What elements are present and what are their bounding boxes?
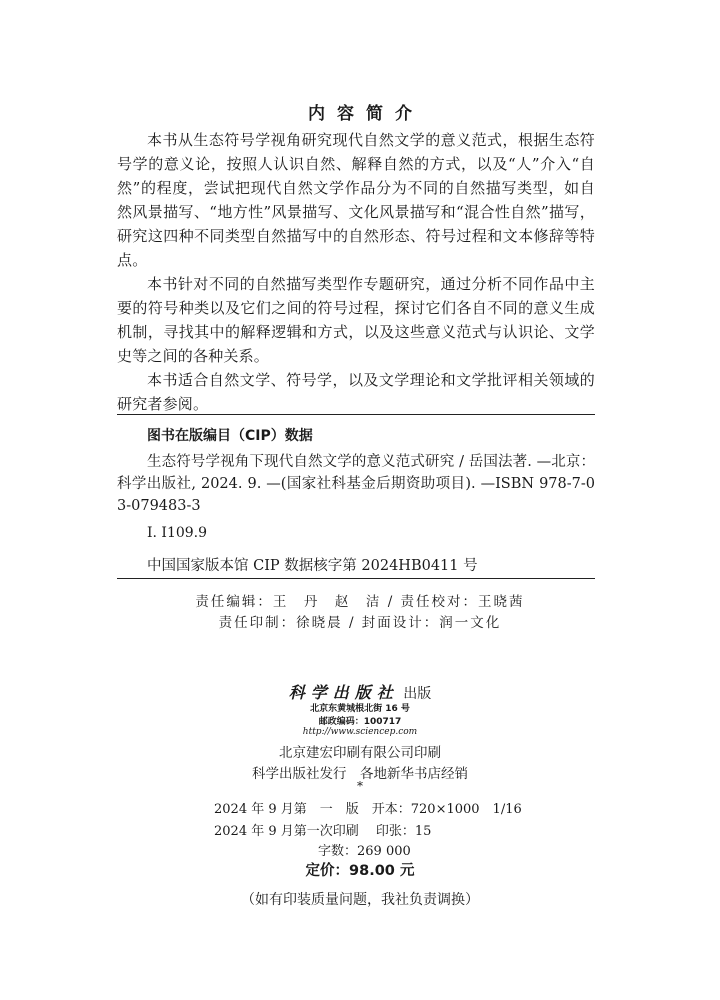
edition-info: 2024 年 9 月第 一 版 开本：720×1000 1/16 bbox=[214, 802, 522, 817]
quality-notice: （如有印装质量问题，我社负责调换） bbox=[241, 892, 479, 908]
production-credits: 责任印制：徐晓晨 / 封面设计：润一文化 bbox=[218, 615, 502, 631]
summary-body bbox=[117, 128, 595, 416]
summary-paragraph: 本书适合自然文学、符号学，以及文学理论和文学批评相关领域的研究者参阅。 bbox=[117, 371, 595, 413]
cip-record-number: 中国国家版本馆 CIP 数据核字第 2024HB0411 号 bbox=[147, 558, 478, 574]
cip-heading: 图书在版编目（CIP）数据 bbox=[147, 428, 313, 444]
cip-record: 生态符号学视角下现代自然文学的意义范式研究 / 岳国法著. —北京：科学出版社, 2024. 9. —(国家社科基金后期资助项目). —ISBN 978-7-03-079483-3 bbox=[117, 454, 595, 514]
summary-paragraph: 本书针对不同的自然描写类型作专题研究，通过分析不同作品中主要的符号种类以及它们之间的符号过程，探讨它们各自不同的意义生成机制，寻找其中的解释逻辑和方式，以及这些意义范式与认识论、文学史等之间的各种关系。 bbox=[117, 275, 595, 365]
word-count: 字数：269 000 bbox=[318, 844, 411, 859]
summary-title: 内容简介 bbox=[308, 104, 424, 124]
editor-credits: 责任编辑：王 丹 赵 洁 / 责任校对：王晓茜 bbox=[195, 594, 525, 610]
price: 定价：98.00 元 bbox=[305, 863, 415, 879]
publisher-website: http://www.sciencep.com bbox=[302, 727, 418, 737]
separator-star: * bbox=[357, 779, 363, 793]
distribution: 科学出版社发行 各地新华书店经销 bbox=[252, 766, 468, 782]
printer: 北京建宏印刷有限公司印刷 bbox=[279, 745, 441, 761]
publisher-line bbox=[0, 680, 720, 703]
publisher-address: 北京东黄城根北街 16 号 bbox=[310, 704, 410, 714]
cip-top-rule bbox=[117, 414, 595, 415]
publisher-suffix: 出版 bbox=[403, 686, 432, 702]
cip-bottom-rule bbox=[117, 578, 595, 579]
publisher-name: 科学出版社 bbox=[288, 683, 399, 702]
cip-classification: Ⅰ. I109.9 bbox=[147, 525, 208, 541]
summary-paragraph: 本书从生态符号学视角研究现代自然文学的意义范式，根据生态符号学的意义论，按照人认识自然、解释自然的方式，以及“人”介入“自然”的程度，尝试把现代自然文学作品分为不同的自然描写类型，如自然风景描写、“地方性”风景描写、文化风景描写和“混合性自然”描写，研究这四种不同类型自然描写中的自然形态、符号过程和文本修辞等特点。 bbox=[117, 131, 595, 269]
publisher-postcode: 邮政编码：100717 bbox=[318, 717, 402, 727]
printing-info: 2024 年 9 月第一次印刷 印张：15 bbox=[214, 824, 432, 839]
